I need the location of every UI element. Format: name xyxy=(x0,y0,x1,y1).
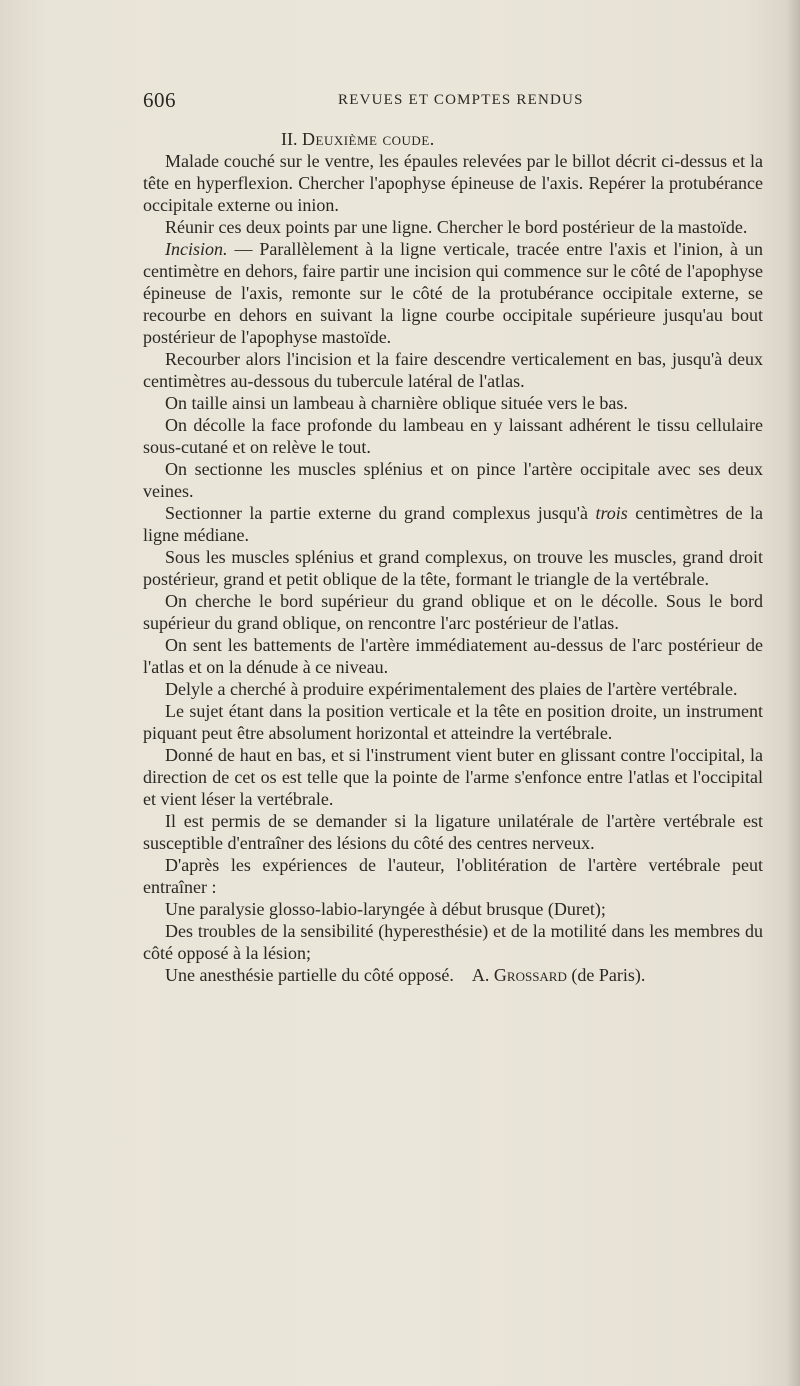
author-name: A. Grossard xyxy=(471,965,567,985)
paragraph-15: Il est permis de se demander si la ligature unilatérale de l'artère vertébrale est susceptible d'entraîner des lésions du côté des centres nerveux. xyxy=(143,811,763,853)
paragraph-17: Une paralysie glosso-labio-laryngée à début brusque (Duret); xyxy=(165,899,606,919)
paragraph-7: On sectionne les muscles splénius et on pince l'artère occipitale avec ses deux veines. xyxy=(143,459,763,501)
paragraph-8-end: centimètres de la ligne médiane. xyxy=(143,503,763,545)
page-number: 606 xyxy=(143,88,176,112)
paragraph-14: Donné de haut en bas, et si l'instrument vient buter en glissant contre l'occipital, la direction de cet os est telle que la pointe de l'arme s'enfonce entre l'atlas et l'occipital et vient léser la vertébrale. xyxy=(143,745,763,809)
paragraph-8-text: Sectionner la partie externe du grand complexus jusqu'à xyxy=(165,503,596,523)
paragraph-6: On décolle la face profonde du lambeau en y laissant adhérent le tissu cellulaire sous-cutané et on relève le tout. xyxy=(143,415,763,457)
paragraph-16: D'après les expériences de l'auteur, l'oblitération de l'artère vertébrale peut entraîner : xyxy=(143,855,763,897)
paragraph-4: Recourber alors l'incision et la faire descendre verticalement en bas, jusqu'à deux centimètres au-dessous du tubercule latéral de l'atlas. xyxy=(143,349,763,391)
page-header xyxy=(143,88,763,114)
body-text xyxy=(143,128,763,986)
paragraph-2: Réunir ces deux points par une ligne. Chercher le bord postérieur de la mastoïde. xyxy=(165,217,748,237)
paragraph-13: Le sujet étant dans la position verticale et la tête en position droite, un instrument piquant peut être absolument horizontal et atteindre la vertébrale. xyxy=(143,701,763,743)
paragraph-12: Delyle a cherché à produire expérimentalement des plaies de l'artère vertébrale. xyxy=(165,679,738,699)
paragraph-19 xyxy=(143,964,763,986)
section-numeral: II. xyxy=(281,129,298,149)
paragraph-11: On sent les battements de l'artère immédiatement au-dessus de l'arc postérieur de l'atlas et on la dénude à ce niveau. xyxy=(143,635,763,677)
paragraph-8 xyxy=(143,502,763,546)
paragraph-3 xyxy=(143,238,763,348)
paragraph-19-text: Une anesthésie partielle du côté opposé. xyxy=(165,965,454,985)
incision-text: — Parallèlement à la ligne verticale, tracée entre l'axis et l'inion, à un centimètre en dehors, faire partir une incision qui commence sur le côté de l'apophyse épineuse de l'axis, remonte sur le côté de la protubérance occipitale externe, se recourbe en dehors en suivant la ligne courbe occipitale supérieure jusqu'au bout postérieur de l'apophyse mastoïde. xyxy=(143,239,763,347)
author-place: (de Paris). xyxy=(571,965,646,985)
paragraph-8-italic: trois xyxy=(595,503,628,523)
paragraph-18: Des troubles de la sensibilité (hyperesthésie) et de la motilité dans les membres du côté opposé à la lésion; xyxy=(143,921,763,963)
page-edge-shadow xyxy=(786,0,800,1386)
section-title: Deuxième coude. xyxy=(302,129,435,149)
paragraph-9: Sous les muscles splénius et grand complexus, on trouve les muscles, grand droit postérieur, grand et petit oblique de la tête, formant le triangle de la vertébrale. xyxy=(143,547,763,589)
section-heading xyxy=(143,128,763,150)
incision-label: Incision. xyxy=(165,239,228,259)
paragraph-5: On taille ainsi un lambeau à charnière oblique située vers le bas. xyxy=(165,393,628,413)
paragraph-10: On cherche le bord supérieur du grand oblique et on le décolle. Sous le bord supérieur du grand oblique, on rencontre l'arc postérieur de l'atlas. xyxy=(143,591,763,633)
running-title: REVUES ET COMPTES RENDUS xyxy=(338,92,584,108)
paragraph-1: Malade couché sur le ventre, les épaules relevées par le billot décrit ci-dessus et la tête en hyperflexion. Chercher l'apophyse épineuse de l'axis. Repérer la protubérance occipitale externe ou inion. xyxy=(143,151,763,215)
